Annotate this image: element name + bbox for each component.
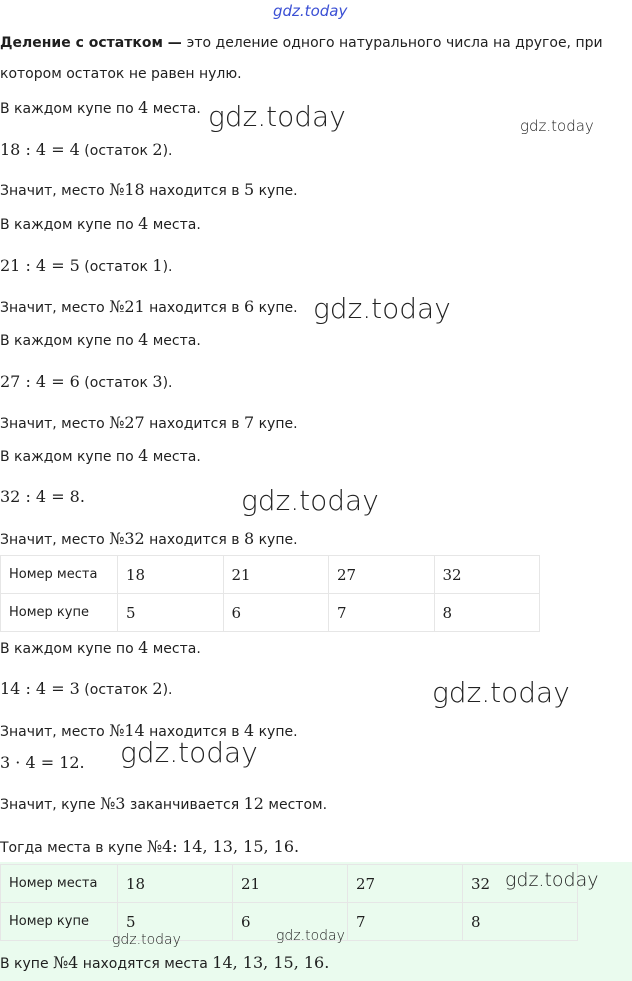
table-row	[1, 556, 540, 594]
watermark: gdz.today	[241, 484, 379, 517]
table-cell: 6	[233, 903, 348, 941]
watermark: gdz.today	[120, 736, 258, 769]
definition-dash: —	[162, 35, 187, 51]
step-line: Значит, место №18 находится в 5 купе.	[0, 180, 298, 199]
step-line: В каждом купе по 4 места.	[0, 638, 201, 657]
watermark: gdz.today	[432, 676, 570, 709]
table-cell: Номер купе	[1, 594, 118, 632]
watermark: gdz.today	[276, 928, 345, 944]
step-line: Тогда места в купе №4: 14, 13, 15, 16.	[0, 837, 300, 856]
table-cell: 18	[118, 556, 224, 594]
step-line: Значит, место №27 находится в 7 купе.	[0, 413, 298, 432]
table-cell: 7	[329, 594, 435, 632]
table-cell: 21	[223, 556, 329, 594]
table-cell: Номер купе	[1, 903, 118, 941]
table-cell: 18	[118, 865, 233, 903]
watermark: gdz.today	[112, 932, 181, 948]
step-line: 32 : 4 = 8.	[0, 487, 85, 506]
table-row	[1, 594, 540, 632]
definition-text: котором остаток не равен нулю.	[0, 66, 242, 82]
table-cell: 32	[463, 865, 578, 903]
table-cell: 32	[434, 556, 540, 594]
table-cell: 8	[463, 903, 578, 941]
step-line: 21 : 4 = 5 (остаток 1).	[0, 256, 173, 275]
watermark: gdz.today	[208, 100, 346, 133]
table-cell: 27	[348, 865, 463, 903]
table-cell: Номер места	[1, 865, 118, 903]
table-row	[1, 865, 578, 903]
data-table	[0, 555, 540, 632]
table-cell: 5	[118, 903, 233, 941]
step-line: В каждом купе по 4 места.	[0, 214, 201, 233]
table-cell: 21	[233, 865, 348, 903]
step-line: 3 · 4 = 12.	[0, 753, 85, 772]
step-line: 27 : 4 = 6 (остаток 3).	[0, 372, 173, 391]
table-cell: 6	[223, 594, 329, 632]
definition-line-1	[0, 35, 603, 51]
conclusion-line: В купе №4 находятся места 14, 13, 15, 16.	[0, 953, 330, 972]
watermark: gdz.today	[520, 117, 594, 135]
definition-text: это деление одного натурального числа на другое, при	[186, 35, 603, 51]
step-line: Значит, место №14 находится в 4 купе.	[0, 721, 298, 740]
watermark: gdz.today	[505, 869, 599, 891]
step-line: В каждом купе по 4 места.	[0, 446, 201, 465]
table-cell: 8	[434, 594, 540, 632]
definition-line-2	[0, 66, 242, 82]
table-cell: Номер места	[1, 556, 118, 594]
step-line: 14 : 4 = 3 (остаток 2).	[0, 679, 173, 698]
watermark: gdz.today	[273, 2, 348, 20]
watermark: gdz.today	[313, 292, 451, 325]
step-line: Значит, купе №3 заканчивается 12 местом.	[0, 794, 328, 813]
table-cell: 7	[348, 903, 463, 941]
step-line: В каждом купе по 4 места.	[0, 330, 201, 349]
step-line: 18 : 4 = 4 (остаток 2).	[0, 140, 173, 159]
step-line: Значит, место №32 находится в 8 купе.	[0, 529, 298, 548]
definition-term: Деление с остатком	[0, 35, 163, 51]
step-line: В каждом купе по 4 места.	[0, 98, 201, 117]
step-line: Значит, место №21 находится в 6 купе.	[0, 297, 298, 316]
table-cell: 27	[329, 556, 435, 594]
table-cell: 5	[118, 594, 224, 632]
